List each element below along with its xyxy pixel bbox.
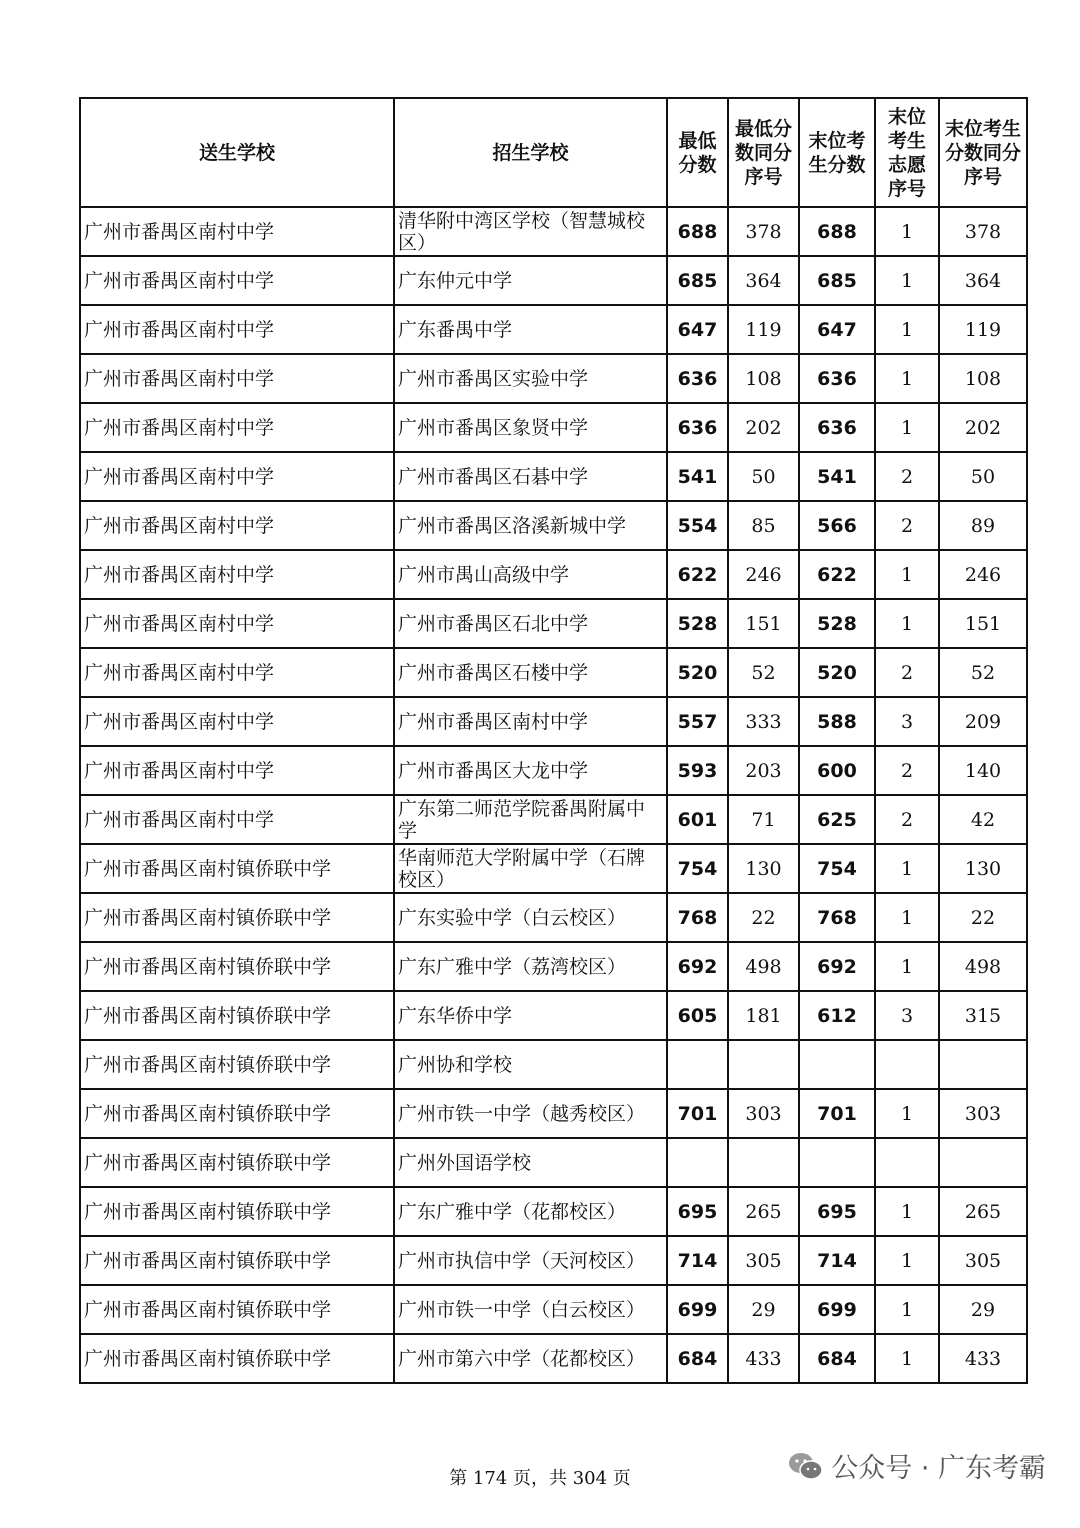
table-row: [80, 648, 1027, 697]
cell-recv: 广州市番禺区石北中学: [394, 599, 667, 648]
cell-choice: 1: [875, 1089, 939, 1138]
cell-recv: 广州市铁一中学（越秀校区）: [394, 1089, 667, 1138]
cell-last: 636: [799, 403, 875, 452]
cell-recv: 广州市番禺区石碁中学: [394, 452, 667, 501]
cell-recv: 广州协和学校: [394, 1040, 667, 1089]
cell-lastrank: 202: [939, 403, 1027, 452]
cell-choice: 2: [875, 648, 939, 697]
cell-choice: 2: [875, 452, 939, 501]
cell-lastrank: 140: [939, 746, 1027, 795]
cell-last: 685: [799, 256, 875, 305]
cell-choice: 1: [875, 1334, 939, 1383]
cell-send: 广州市番禺区南村中学: [80, 697, 394, 746]
cell-last: 600: [799, 746, 875, 795]
table-row: [80, 1138, 1027, 1187]
cell-send: 广州市番禺区南村镇侨联中学: [80, 1285, 394, 1334]
cell-last: 647: [799, 305, 875, 354]
cell-send: 广州市番禺区南村中学: [80, 354, 394, 403]
watermark: [787, 1446, 1046, 1485]
cell-send: 广州市番禺区南村中学: [80, 256, 394, 305]
cell-lastrank: 151: [939, 599, 1027, 648]
cell-lastrank: 246: [939, 550, 1027, 599]
cell-choice: 2: [875, 501, 939, 550]
table-row: [80, 599, 1027, 648]
cell-send: 广州市番禺区南村中学: [80, 795, 394, 844]
cell-recv: 广州市番禺区象贤中学: [394, 403, 667, 452]
cell-minrank: 151: [728, 599, 799, 648]
cell-choice: 2: [875, 795, 939, 844]
cell-lastrank: 315: [939, 991, 1027, 1040]
cell-recv: 广州市番禺区南村中学: [394, 697, 667, 746]
table-row: [80, 305, 1027, 354]
cell-choice: 1: [875, 354, 939, 403]
table-row: [80, 1089, 1027, 1138]
cell-send: 广州市番禺区南村镇侨联中学: [80, 1089, 394, 1138]
cell-choice: 1: [875, 256, 939, 305]
cell-min: 754: [667, 844, 728, 893]
cell-recv: 广州市禺山高级中学: [394, 550, 667, 599]
cell-minrank: 305: [728, 1236, 799, 1285]
cell-last: 528: [799, 599, 875, 648]
cell-lastrank: 303: [939, 1089, 1027, 1138]
cell-minrank: 303: [728, 1089, 799, 1138]
cell-recv: 广州外国语学校: [394, 1138, 667, 1187]
cell-recv: 广州市番禺区洛溪新城中学: [394, 501, 667, 550]
cell-last: 588: [799, 697, 875, 746]
cell-minrank: 498: [728, 942, 799, 991]
cell-lastrank: 433: [939, 1334, 1027, 1383]
cell-minrank: 22: [728, 893, 799, 942]
cell-lastrank: 265: [939, 1187, 1027, 1236]
table-row: [80, 746, 1027, 795]
cell-choice: 3: [875, 991, 939, 1040]
cell-minrank: 50: [728, 452, 799, 501]
cell-recv: 清华附中湾区学校（智慧城校区）: [394, 207, 667, 256]
cell-minrank: [728, 1138, 799, 1187]
cell-last: 699: [799, 1285, 875, 1334]
cell-min: 768: [667, 893, 728, 942]
cell-lastrank: 22: [939, 893, 1027, 942]
cell-choice: 1: [875, 403, 939, 452]
cell-lastrank: 89: [939, 501, 1027, 550]
cell-send: 广州市番禺区南村中学: [80, 648, 394, 697]
cell-recv: 广东第二师范学院番禺附属中学: [394, 795, 667, 844]
cell-recv: 广东华侨中学: [394, 991, 667, 1040]
table-row: [80, 893, 1027, 942]
cell-choice: 1: [875, 1187, 939, 1236]
page-number: 第 174 页，共 304 页: [449, 1468, 631, 1489]
cell-min: 636: [667, 354, 728, 403]
cell-send: 广州市番禺区南村中学: [80, 403, 394, 452]
cell-minrank: 181: [728, 991, 799, 1040]
cell-last: 636: [799, 354, 875, 403]
table-row: [80, 795, 1027, 844]
cell-last: 684: [799, 1334, 875, 1383]
cell-recv: 广东广雅中学（花都校区）: [394, 1187, 667, 1236]
cell-min: 685: [667, 256, 728, 305]
cell-minrank: 378: [728, 207, 799, 256]
cell-last: [799, 1040, 875, 1089]
cell-lastrank: 42: [939, 795, 1027, 844]
cell-last: 692: [799, 942, 875, 991]
cell-minrank: 203: [728, 746, 799, 795]
cell-send: 广州市番禺区南村中学: [80, 746, 394, 795]
cell-last: 625: [799, 795, 875, 844]
cell-lastrank: 50: [939, 452, 1027, 501]
table-row: [80, 1236, 1027, 1285]
cell-minrank: 108: [728, 354, 799, 403]
cell-last: 714: [799, 1236, 875, 1285]
table-body: [80, 207, 1027, 1383]
cell-choice: 1: [875, 893, 939, 942]
cell-min: 695: [667, 1187, 728, 1236]
cell-send: 广州市番禺区南村中学: [80, 207, 394, 256]
header-last-score: 末位考生分数: [799, 98, 875, 207]
cell-last: 701: [799, 1089, 875, 1138]
cell-last: 612: [799, 991, 875, 1040]
cell-lastrank: 305: [939, 1236, 1027, 1285]
cell-last: 520: [799, 648, 875, 697]
cell-recv: 广州市铁一中学（白云校区）: [394, 1285, 667, 1334]
cell-recv: 广州市第六中学（花都校区）: [394, 1334, 667, 1383]
watermark-text: 公众号 · 广东考霸: [831, 1453, 1046, 1484]
cell-send: 广州市番禺区南村镇侨联中学: [80, 1334, 394, 1383]
cell-min: 647: [667, 305, 728, 354]
table-row: [80, 1334, 1027, 1383]
cell-minrank: 246: [728, 550, 799, 599]
cell-minrank: 202: [728, 403, 799, 452]
cell-recv: 华南师范大学附属中学（石牌校区）: [394, 844, 667, 893]
cell-choice: [875, 1138, 939, 1187]
cell-recv: 广东广雅中学（荔湾校区）: [394, 942, 667, 991]
cell-send: 广州市番禺区南村镇侨联中学: [80, 1040, 394, 1089]
cell-send: 广州市番禺区南村镇侨联中学: [80, 1187, 394, 1236]
cell-minrank: 71: [728, 795, 799, 844]
table-row: [80, 256, 1027, 305]
cell-minrank: 364: [728, 256, 799, 305]
cell-minrank: 85: [728, 501, 799, 550]
cell-min: 692: [667, 942, 728, 991]
table-row: [80, 1187, 1027, 1236]
cell-min: [667, 1040, 728, 1089]
cell-choice: [875, 1040, 939, 1089]
cell-choice: 1: [875, 305, 939, 354]
cell-choice: 1: [875, 844, 939, 893]
table-row: [80, 697, 1027, 746]
table-row: [80, 991, 1027, 1040]
cell-min: 605: [667, 991, 728, 1040]
cell-send: 广州市番禺区南村镇侨联中学: [80, 1138, 394, 1187]
table-row: [80, 1040, 1027, 1089]
header-last-rank: 末位考生分数同分序号: [939, 98, 1027, 207]
cell-min: 601: [667, 795, 728, 844]
cell-lastrank: 364: [939, 256, 1027, 305]
cell-choice: 1: [875, 1236, 939, 1285]
cell-min: 541: [667, 452, 728, 501]
cell-lastrank: 130: [939, 844, 1027, 893]
cell-minrank: [728, 1040, 799, 1089]
cell-min: 701: [667, 1089, 728, 1138]
header-min-score-rank: 最低分数同分序号: [728, 98, 799, 207]
cell-min: 554: [667, 501, 728, 550]
cell-min: 636: [667, 403, 728, 452]
header-row: [80, 98, 1027, 207]
cell-lastrank: 119: [939, 305, 1027, 354]
header-recruit-school: 招生学校: [394, 98, 667, 207]
table-row: [80, 942, 1027, 991]
cell-last: [799, 1138, 875, 1187]
cell-choice: 1: [875, 1285, 939, 1334]
cell-min: 684: [667, 1334, 728, 1383]
cell-last: 541: [799, 452, 875, 501]
cell-recv: 广州市执信中学（天河校区）: [394, 1236, 667, 1285]
wechat-icon: [787, 1451, 823, 1481]
table-row: [80, 207, 1027, 256]
cell-send: 广州市番禺区南村镇侨联中学: [80, 844, 394, 893]
cell-min: 520: [667, 648, 728, 697]
cell-last: 566: [799, 501, 875, 550]
cell-minrank: 265: [728, 1187, 799, 1236]
cell-choice: 3: [875, 697, 939, 746]
cell-min: 622: [667, 550, 728, 599]
cell-last: 695: [799, 1187, 875, 1236]
cell-choice: 1: [875, 550, 939, 599]
cell-recv: 广东仲元中学: [394, 256, 667, 305]
cell-minrank: 119: [728, 305, 799, 354]
admission-score-table: [79, 97, 1028, 1384]
cell-min: 699: [667, 1285, 728, 1334]
header-min-score: 最低分数: [667, 98, 728, 207]
cell-lastrank: 108: [939, 354, 1027, 403]
cell-lastrank: 52: [939, 648, 1027, 697]
cell-send: 广州市番禺区南村镇侨联中学: [80, 942, 394, 991]
cell-recv: 广州市番禺区大龙中学: [394, 746, 667, 795]
cell-last: 622: [799, 550, 875, 599]
cell-min: 688: [667, 207, 728, 256]
cell-min: 528: [667, 599, 728, 648]
cell-min: 593: [667, 746, 728, 795]
cell-min: 557: [667, 697, 728, 746]
table-row: [80, 1285, 1027, 1334]
cell-minrank: 52: [728, 648, 799, 697]
cell-min: 714: [667, 1236, 728, 1285]
cell-recv: 广州市番禺区实验中学: [394, 354, 667, 403]
cell-last: 688: [799, 207, 875, 256]
cell-send: 广州市番禺区南村镇侨联中学: [80, 1236, 394, 1285]
cell-minrank: 130: [728, 844, 799, 893]
cell-send: 广州市番禺区南村中学: [80, 501, 394, 550]
cell-choice: 2: [875, 746, 939, 795]
table-row: [80, 501, 1027, 550]
cell-lastrank: 498: [939, 942, 1027, 991]
cell-last: 768: [799, 893, 875, 942]
cell-choice: 1: [875, 207, 939, 256]
cell-send: 广州市番禺区南村中学: [80, 452, 394, 501]
cell-lastrank: 378: [939, 207, 1027, 256]
table-row: [80, 354, 1027, 403]
table-row: [80, 550, 1027, 599]
cell-send: 广州市番禺区南村中学: [80, 305, 394, 354]
cell-send: 广州市番禺区南村镇侨联中学: [80, 893, 394, 942]
cell-last: 754: [799, 844, 875, 893]
cell-recv: 广东番禺中学: [394, 305, 667, 354]
cell-lastrank: 209: [939, 697, 1027, 746]
cell-lastrank: [939, 1138, 1027, 1187]
cell-lastrank: [939, 1040, 1027, 1089]
table-row: [80, 844, 1027, 893]
cell-minrank: 29: [728, 1285, 799, 1334]
table-row: [80, 452, 1027, 501]
header-send-school: 送生学校: [80, 98, 394, 207]
cell-choice: 1: [875, 942, 939, 991]
cell-minrank: 333: [728, 697, 799, 746]
cell-recv: 广东实验中学（白云校区）: [394, 893, 667, 942]
table-row: [80, 403, 1027, 452]
cell-choice: 1: [875, 599, 939, 648]
cell-minrank: 433: [728, 1334, 799, 1383]
header-last-choice: 末位考生志愿序号: [875, 98, 939, 207]
cell-send: 广州市番禺区南村镇侨联中学: [80, 991, 394, 1040]
cell-send: 广州市番禺区南村中学: [80, 599, 394, 648]
cell-lastrank: 29: [939, 1285, 1027, 1334]
cell-recv: 广州市番禺区石楼中学: [394, 648, 667, 697]
cell-send: 广州市番禺区南村中学: [80, 550, 394, 599]
cell-min: [667, 1138, 728, 1187]
